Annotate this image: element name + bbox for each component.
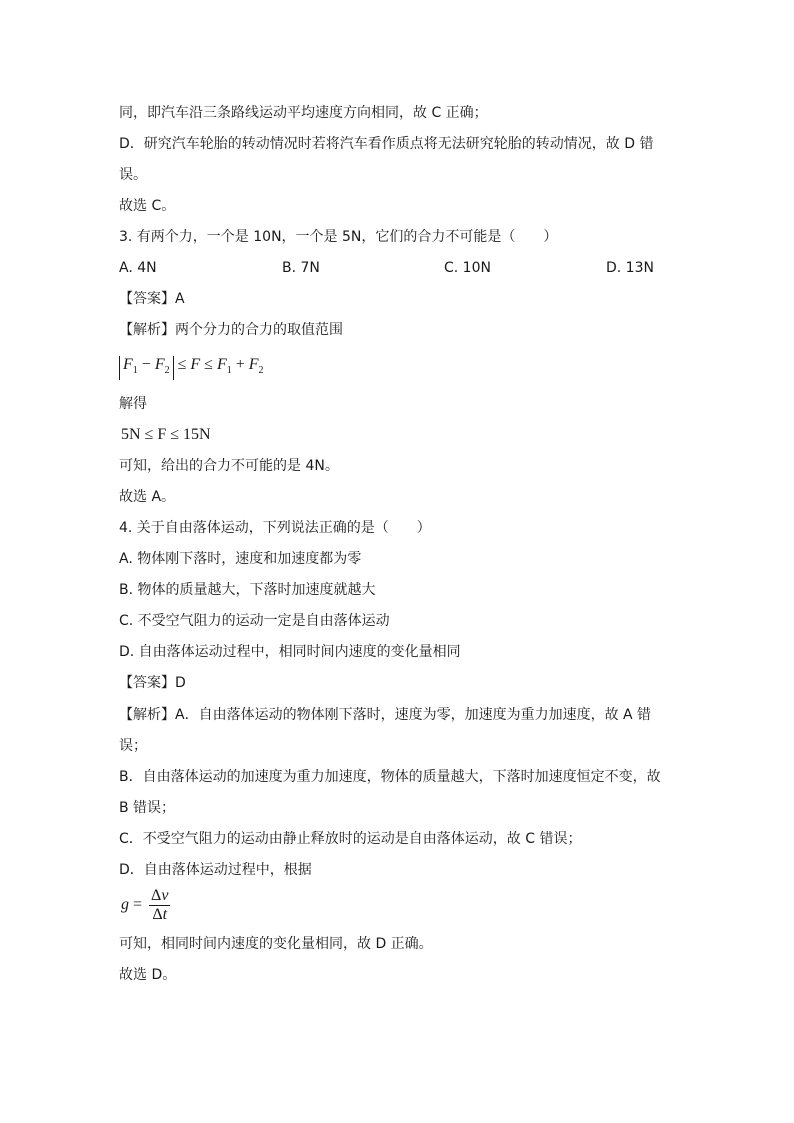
q4-answer: 【答案】D bbox=[119, 675, 186, 691]
q4-analysis-c: C．不受空气阻力的运动由静止释放时的运动是自由落体运动，故 C 错误； bbox=[119, 831, 582, 847]
q3-formula-range: $F_1 - F_2 \le F \le F_1 + F_2$ bbox=[119, 355, 264, 381]
q3-option-d: D. 13N bbox=[606, 260, 654, 276]
q4-option-d: D. 自由落体运动过程中，相同时间内速度的变化量相同 bbox=[119, 644, 461, 660]
q3-solve-label: 解得 bbox=[119, 396, 147, 412]
q4-analysis-d: D．自由落体运动过程中，根据 bbox=[119, 862, 312, 878]
text-line: 同，即汽车沿三条路线运动平均速度方向相同，故 C 正确； bbox=[119, 105, 488, 121]
q4-option-c: C. 不受空气阻力的运动一定是自由落体运动 bbox=[119, 613, 390, 629]
q3-analysis: 【解析】两个分力的合力的取值范围 bbox=[119, 322, 343, 338]
q4-choose: 故选 D。 bbox=[119, 967, 177, 983]
text-line: B 错误； bbox=[119, 800, 176, 816]
text-line: 误。 bbox=[119, 167, 147, 183]
q3-result-formula: 5N ≤ F ≤ 15N bbox=[121, 426, 211, 443]
question-3: 3. 有两个力，一个是 10N，一个是 5N，它们的合力不可能是（ ） bbox=[119, 229, 558, 245]
q4-option-b: B. 物体的质量越大，下落时加速度就越大 bbox=[119, 582, 376, 598]
q3-choose: 故选 A。 bbox=[119, 489, 176, 505]
q3-option-c: C. 10N bbox=[444, 260, 491, 276]
q4-analysis-b: B．自由落体运动的加速度为重力加速度，物体的质量越大，下落时加速度恒定不变，故 bbox=[119, 769, 661, 785]
q3-answer: 【答案】A bbox=[119, 291, 185, 307]
q3-option-b: B. 7N bbox=[282, 260, 320, 276]
q3-option-a: A. 4N bbox=[119, 260, 157, 276]
text-line: 故选 C。 bbox=[119, 198, 176, 214]
text-line: D．研究汽车轮胎的转动情况时若将汽车看作质点将无法研究轮胎的转动情况，故 D 错 bbox=[119, 136, 654, 152]
q4-formula-g: g = $\frac{\Delta v}{\Delta t}$ bbox=[121, 887, 169, 923]
text-line: 误； bbox=[119, 738, 147, 754]
q3-conclusion: 可知，给出的合力不可能的是 4N。 bbox=[119, 458, 339, 474]
question-4: 4. 关于自由落体运动，下列说法正确的是（ ） bbox=[119, 520, 431, 536]
q4-analysis-a: 【解析】A．自由落体运动的物体刚下落时，速度为零，加速度为重力加速度，故 A 错 bbox=[119, 707, 652, 723]
q4-conclusion: 可知，相同时间内速度的变化量相同，故 D 正确。 bbox=[119, 936, 433, 952]
q4-option-a: A. 物体刚下落时，速度和加速度都为零 bbox=[119, 551, 362, 567]
